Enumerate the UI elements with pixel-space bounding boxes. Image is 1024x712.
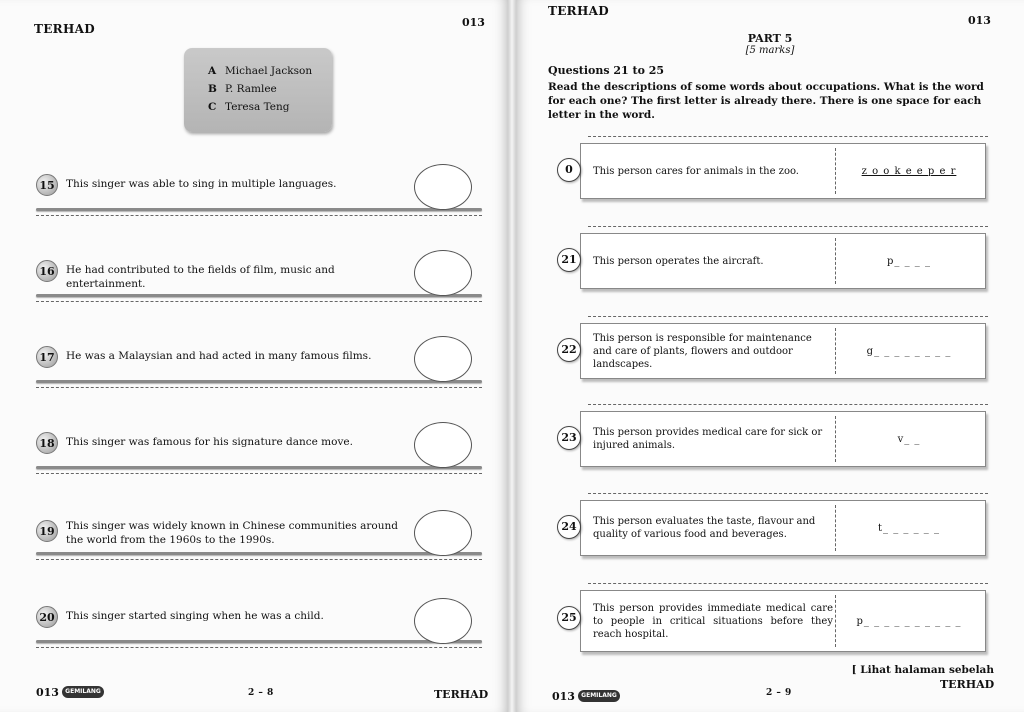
card-divider [835, 148, 836, 194]
dashed-line [588, 136, 988, 137]
item-number: 22 [557, 338, 581, 362]
question-number: 17 [36, 346, 58, 368]
dashed-line [36, 387, 482, 388]
next-page-note: [ Lihat halaman sebelah [851, 664, 994, 676]
answer-rule [36, 208, 482, 211]
item-card [580, 143, 986, 199]
question-18 [36, 432, 482, 482]
option-letter: C [208, 101, 217, 113]
option-a [208, 62, 332, 80]
item-card [580, 323, 986, 379]
footer-code: 013 [552, 690, 575, 703]
header-code: 013 [968, 14, 991, 27]
question-number: 15 [36, 174, 58, 196]
answer-oval[interactable] [414, 336, 472, 382]
dashed-line [36, 473, 482, 474]
footer-page-number: 2 – 8 [248, 688, 274, 698]
dashed-line [588, 226, 988, 227]
question-text: He had contributed to the fields of film, music and entertainment. [66, 264, 335, 290]
question-range: Questions 21 to 25 [548, 64, 665, 77]
question-text: He was a Malaysian and had acted in many famous films. [66, 350, 372, 362]
question-text: This singer was famous for his signature dance move. [66, 436, 353, 448]
question-15 [36, 174, 482, 224]
question-text: This singer was widely known in Chinese communities around the world from the 1960s to the 1990s. [66, 520, 398, 546]
item-number: 23 [557, 426, 581, 450]
option-name: Michael Jackson [225, 65, 313, 77]
header-code: 013 [462, 16, 485, 29]
answer-oval[interactable] [414, 164, 472, 210]
answer-blank[interactable]: v_ _ [897, 433, 921, 445]
answer-blank[interactable]: p_ _ _ _ [887, 255, 931, 267]
item-number: 0 [557, 158, 581, 182]
question-19 [36, 516, 482, 566]
answer-oval[interactable] [414, 598, 472, 644]
right-page [516, 0, 1024, 712]
options-box [184, 48, 332, 132]
item-number: 24 [557, 515, 581, 539]
dashed-line [36, 215, 482, 216]
item-card [580, 590, 986, 652]
option-letter: A [208, 65, 217, 77]
item-description: This person provides medical care for sick or injured animals. [593, 427, 823, 451]
question-text: This singer started singing when he was a child. [66, 610, 324, 622]
question-number: 20 [36, 606, 58, 628]
option-name: Teresa Teng [225, 101, 290, 113]
header-terhad: TERHAD [548, 4, 609, 18]
option-b [208, 80, 332, 98]
answer-rule [36, 466, 482, 469]
answer-blank[interactable]: p_ _ _ _ _ _ _ _ _ _ [856, 615, 962, 627]
answer-oval[interactable] [414, 250, 472, 296]
option-name: P. Ramlee [225, 83, 277, 95]
option-letter: B [208, 83, 217, 95]
left-page [0, 0, 508, 712]
header-terhad: TERHAD [34, 22, 95, 36]
publisher-logo: GEMILANG [62, 686, 104, 698]
marks-label: [5 marks] [745, 45, 795, 56]
answer-oval[interactable] [414, 510, 472, 556]
dashed-line [588, 493, 988, 494]
dashed-line [588, 583, 988, 584]
card-divider [835, 416, 836, 462]
answer-blank[interactable]: t_ _ _ _ _ _ [878, 522, 940, 534]
option-c [208, 98, 332, 116]
part-title: PART 5 [747, 32, 793, 45]
answer-rule [36, 380, 482, 383]
item-answer: z o o k e e p e r [861, 165, 957, 177]
question-text: This singer was able to sing in multiple languages. [66, 178, 337, 190]
answer-rule [36, 294, 482, 297]
item-card [580, 500, 986, 556]
answer-rule [36, 640, 482, 643]
card-divider [835, 505, 836, 551]
dashed-line [588, 316, 988, 317]
publisher-logo: GEMILANG [578, 690, 620, 702]
dashed-line [36, 301, 482, 302]
footer-terhad: TERHAD [434, 688, 489, 701]
question-20 [36, 606, 482, 656]
item-description: This person operates the aircraft. [593, 255, 764, 267]
card-divider [835, 595, 836, 647]
item-number: 25 [557, 606, 581, 630]
item-description: This person cares for animals in the zoo. [593, 165, 799, 177]
item-description: This person evaluates the taste, flavour and quality of various food and beverages. [593, 516, 816, 540]
card-divider [835, 238, 836, 284]
answer-oval[interactable] [414, 422, 472, 468]
question-number: 18 [36, 432, 58, 454]
item-card [580, 411, 986, 467]
item-description: This person is responsible for maintenance and care of plants, flowers and outdoor landscapes. [593, 332, 812, 370]
footer-page-number: 2 – 9 [766, 688, 792, 698]
answer-rule [36, 552, 482, 555]
item-description: This person provides immediate medical care to people in critical situations before they reach hospital. [593, 602, 833, 640]
answer-blank[interactable]: g_ _ _ _ _ _ _ _ [866, 345, 952, 357]
footer-terhad: TERHAD [940, 678, 995, 691]
question-number: 19 [36, 520, 58, 542]
dashed-line [588, 404, 988, 405]
book-gutter [508, 0, 516, 712]
question-17 [36, 346, 482, 396]
footer-code: 013 [36, 686, 59, 699]
question-number: 16 [36, 260, 58, 282]
item-card [580, 233, 986, 289]
instructions: Read the descriptions of some words about occupations. What is the word for each one? The first letter is already there. There is one space for each letter in the word. [548, 81, 984, 121]
dashed-line [36, 559, 482, 560]
question-16 [36, 260, 482, 310]
dashed-line [36, 647, 482, 648]
card-divider [835, 328, 836, 374]
item-number: 21 [557, 248, 581, 272]
